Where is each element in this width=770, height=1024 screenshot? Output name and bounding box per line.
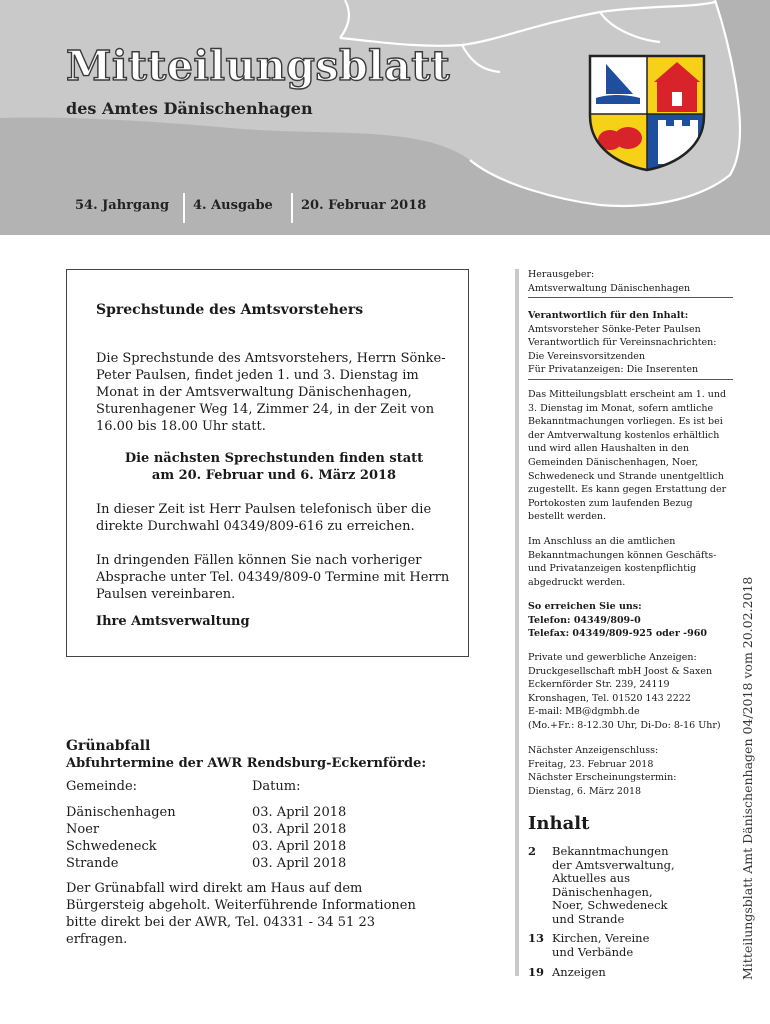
toc-page: 2 xyxy=(528,844,537,858)
row-gemeinde: Noer xyxy=(66,822,100,837)
anzeigen-label: Private und gewerbliche Anzeigen: xyxy=(528,652,697,663)
anzeigenschluss-label: Nächster Anzeigenschluss: xyxy=(528,745,659,756)
toc-text: Anzeigen xyxy=(552,965,606,979)
col-gemeinde: Gemeinde: xyxy=(66,779,138,794)
herausgeber-label: Herausgeber: xyxy=(528,269,595,280)
gruen-header-row xyxy=(66,778,486,795)
sidebar-divider xyxy=(515,269,519,976)
impressum-termine xyxy=(528,744,733,798)
row-gemeinde: Dänischenhagen xyxy=(66,805,176,820)
impressum-erscheinen: Das Mitteilungsblatt erscheint am 1. und 3. Dienstag im Monat, sofern amtliche Bekanntmachungen vorliegen. Es ist bei der Amtverwaltung kostenlos erhältlich und wird allen Haushalten in den Gemeinden Dänischenhagen, Noer, Schwedeneck und Strande unentgeltlich zugestellt. Es kann gegen Erstattung der Portokosten zum laufenden Bezug bestellt werden. xyxy=(528,389,727,523)
toc-text: Kirchen, Vereine und Verbände xyxy=(552,931,650,959)
anzeigenschluss-value: Freitag, 23. Februar 2018 xyxy=(528,758,654,770)
row-gemeinde: Schwedeneck xyxy=(66,839,157,854)
toc-page: 19 xyxy=(528,965,545,979)
impressum-anzeigen xyxy=(528,651,733,733)
box-paragraph-2: In dieser Zeit ist Herr Paulsen telefonisch über die direkte Durchwahl 04349/809-616 zu erreichen. xyxy=(96,502,432,534)
gruen-note: Der Grünabfall wird direkt am Haus auf dem Bürgersteig abgeholt. Weiterführende Informationen bitte direkt bei der AWR, Tel. 04331 - 34 51 23 erfragen. xyxy=(66,881,416,947)
verantwortlich-line: Verantwortlich für Vereinsnachrichten: xyxy=(528,337,717,349)
gruenabfall-section xyxy=(66,738,486,948)
box-paragraph-1: Die Sprechstunde des Amtsvorstehers, Herrn Sönke-Peter Paulsen, findet jeden 1. und 3. Dienstag im Monat in der Amtsverwaltung Dänischenhagen, Sturenhagener Weg 14, Zimmer 24, in der Zeit von 16.00 bis 18.00 Uhr statt. xyxy=(96,351,446,434)
table-row xyxy=(66,821,486,838)
issue-separator xyxy=(183,193,185,223)
impressum-anschluss: Im Anschluss an die amtlichen Bekanntmachungen können Geschäfts- und Privatanzeigen kostenpflichtig abgedruckt werden. xyxy=(528,536,717,588)
box-paragraph-3: In dringenden Fällen können Sie nach vorheriger Absprache unter Tel. 04349/809-0 Termine mit Herrn Paulsen vereinbaren. xyxy=(96,553,450,602)
impressum-herausgeber xyxy=(528,268,733,298)
toc-text: Bekanntmachungen der Amtsverwaltung, Aktuelles aus Dänischenhagen, Noer, Schwedeneck und Strande xyxy=(552,844,675,926)
masthead-title: Mitteilungsblatt xyxy=(66,42,451,90)
vertical-footer-text: Mitteilungsblatt Amt Dänischenhagen 04/2018 vom 20.02.2018 xyxy=(740,576,755,980)
toc-page: 13 xyxy=(528,931,545,945)
box-center-line-2: am 20. Februar und 6. März 2018 xyxy=(151,468,397,483)
row-datum: 03. April 2018 xyxy=(252,805,347,820)
verantwortlich-line: Amtsvorsteher Sönke-Peter Paulsen xyxy=(528,323,701,335)
issue-separator xyxy=(291,193,293,223)
col-datum: Datum: xyxy=(252,779,301,794)
gruen-title: Grünabfall xyxy=(66,738,151,754)
verantwortlich-label: Verantwortlich für den Inhalt: xyxy=(528,310,689,321)
box-signature: Ihre Amtsverwaltung xyxy=(96,614,250,629)
issue-ausgabe: 4. Ausgabe xyxy=(193,198,273,213)
erscheinungstermin-value: Dienstag, 6. März 2018 xyxy=(528,785,642,797)
erreichen-label: So erreichen Sie uns: xyxy=(528,601,642,612)
gruen-subtitle: Abfuhrtermine der AWR Rendsburg-Eckernförde: xyxy=(66,756,427,771)
issue-datum: 20. Februar 2018 xyxy=(301,198,427,213)
masthead-subtitle: des Amtes Dänischenhagen xyxy=(66,99,313,118)
masthead xyxy=(0,0,770,235)
row-datum: 03. April 2018 xyxy=(252,822,347,837)
telefon: Telefon: 04349/809-0 xyxy=(528,614,641,626)
coat-of-arms-icon xyxy=(588,54,706,172)
table-row xyxy=(66,838,486,855)
herausgeber-value: Amtsverwaltung Dänischenhagen xyxy=(528,282,733,299)
anzeigen-line: Eckernförder Str. 239, 24119 Kronshagen, Tel. 01520 143 2222 xyxy=(528,679,691,704)
impressum-kontakt xyxy=(528,600,733,641)
impressum-verantwortlich xyxy=(528,309,733,380)
issue-jahrgang: 54. Jahrgang xyxy=(75,198,170,213)
verantwortlich-line: Die Vereinsvorsitzenden xyxy=(528,350,646,362)
row-datum: 03. April 2018 xyxy=(252,856,347,871)
row-gemeinde: Strande xyxy=(66,856,119,871)
verantwortlich-line: Für Privatanzeigen: Die Inserenten xyxy=(528,363,733,380)
box-heading: Sprechstunde des Amtsvorstehers xyxy=(96,302,364,318)
sprechstunde-box xyxy=(66,269,469,657)
telefax: Telefax: 04349/809-925 oder -960 xyxy=(528,628,707,640)
anzeigen-line: Druckgesellschaft mbH Joost & Saxen xyxy=(528,665,713,677)
box-center-line-1: Die nächsten Sprechstunden finden statt xyxy=(124,451,424,466)
inhalt-heading: Inhalt xyxy=(528,813,590,834)
erscheinungstermin-label: Nächster Erscheinungstermin: xyxy=(528,772,677,784)
table-row xyxy=(66,804,486,821)
row-datum: 03. April 2018 xyxy=(252,839,347,854)
anzeigen-email: E-mail: MB@dgmbh.de xyxy=(528,706,640,718)
table-row xyxy=(66,855,486,872)
anzeigen-hours: (Mo.+Fr.: 8-12.30 Uhr, Di-Do: 8-16 Uhr) xyxy=(528,719,721,731)
